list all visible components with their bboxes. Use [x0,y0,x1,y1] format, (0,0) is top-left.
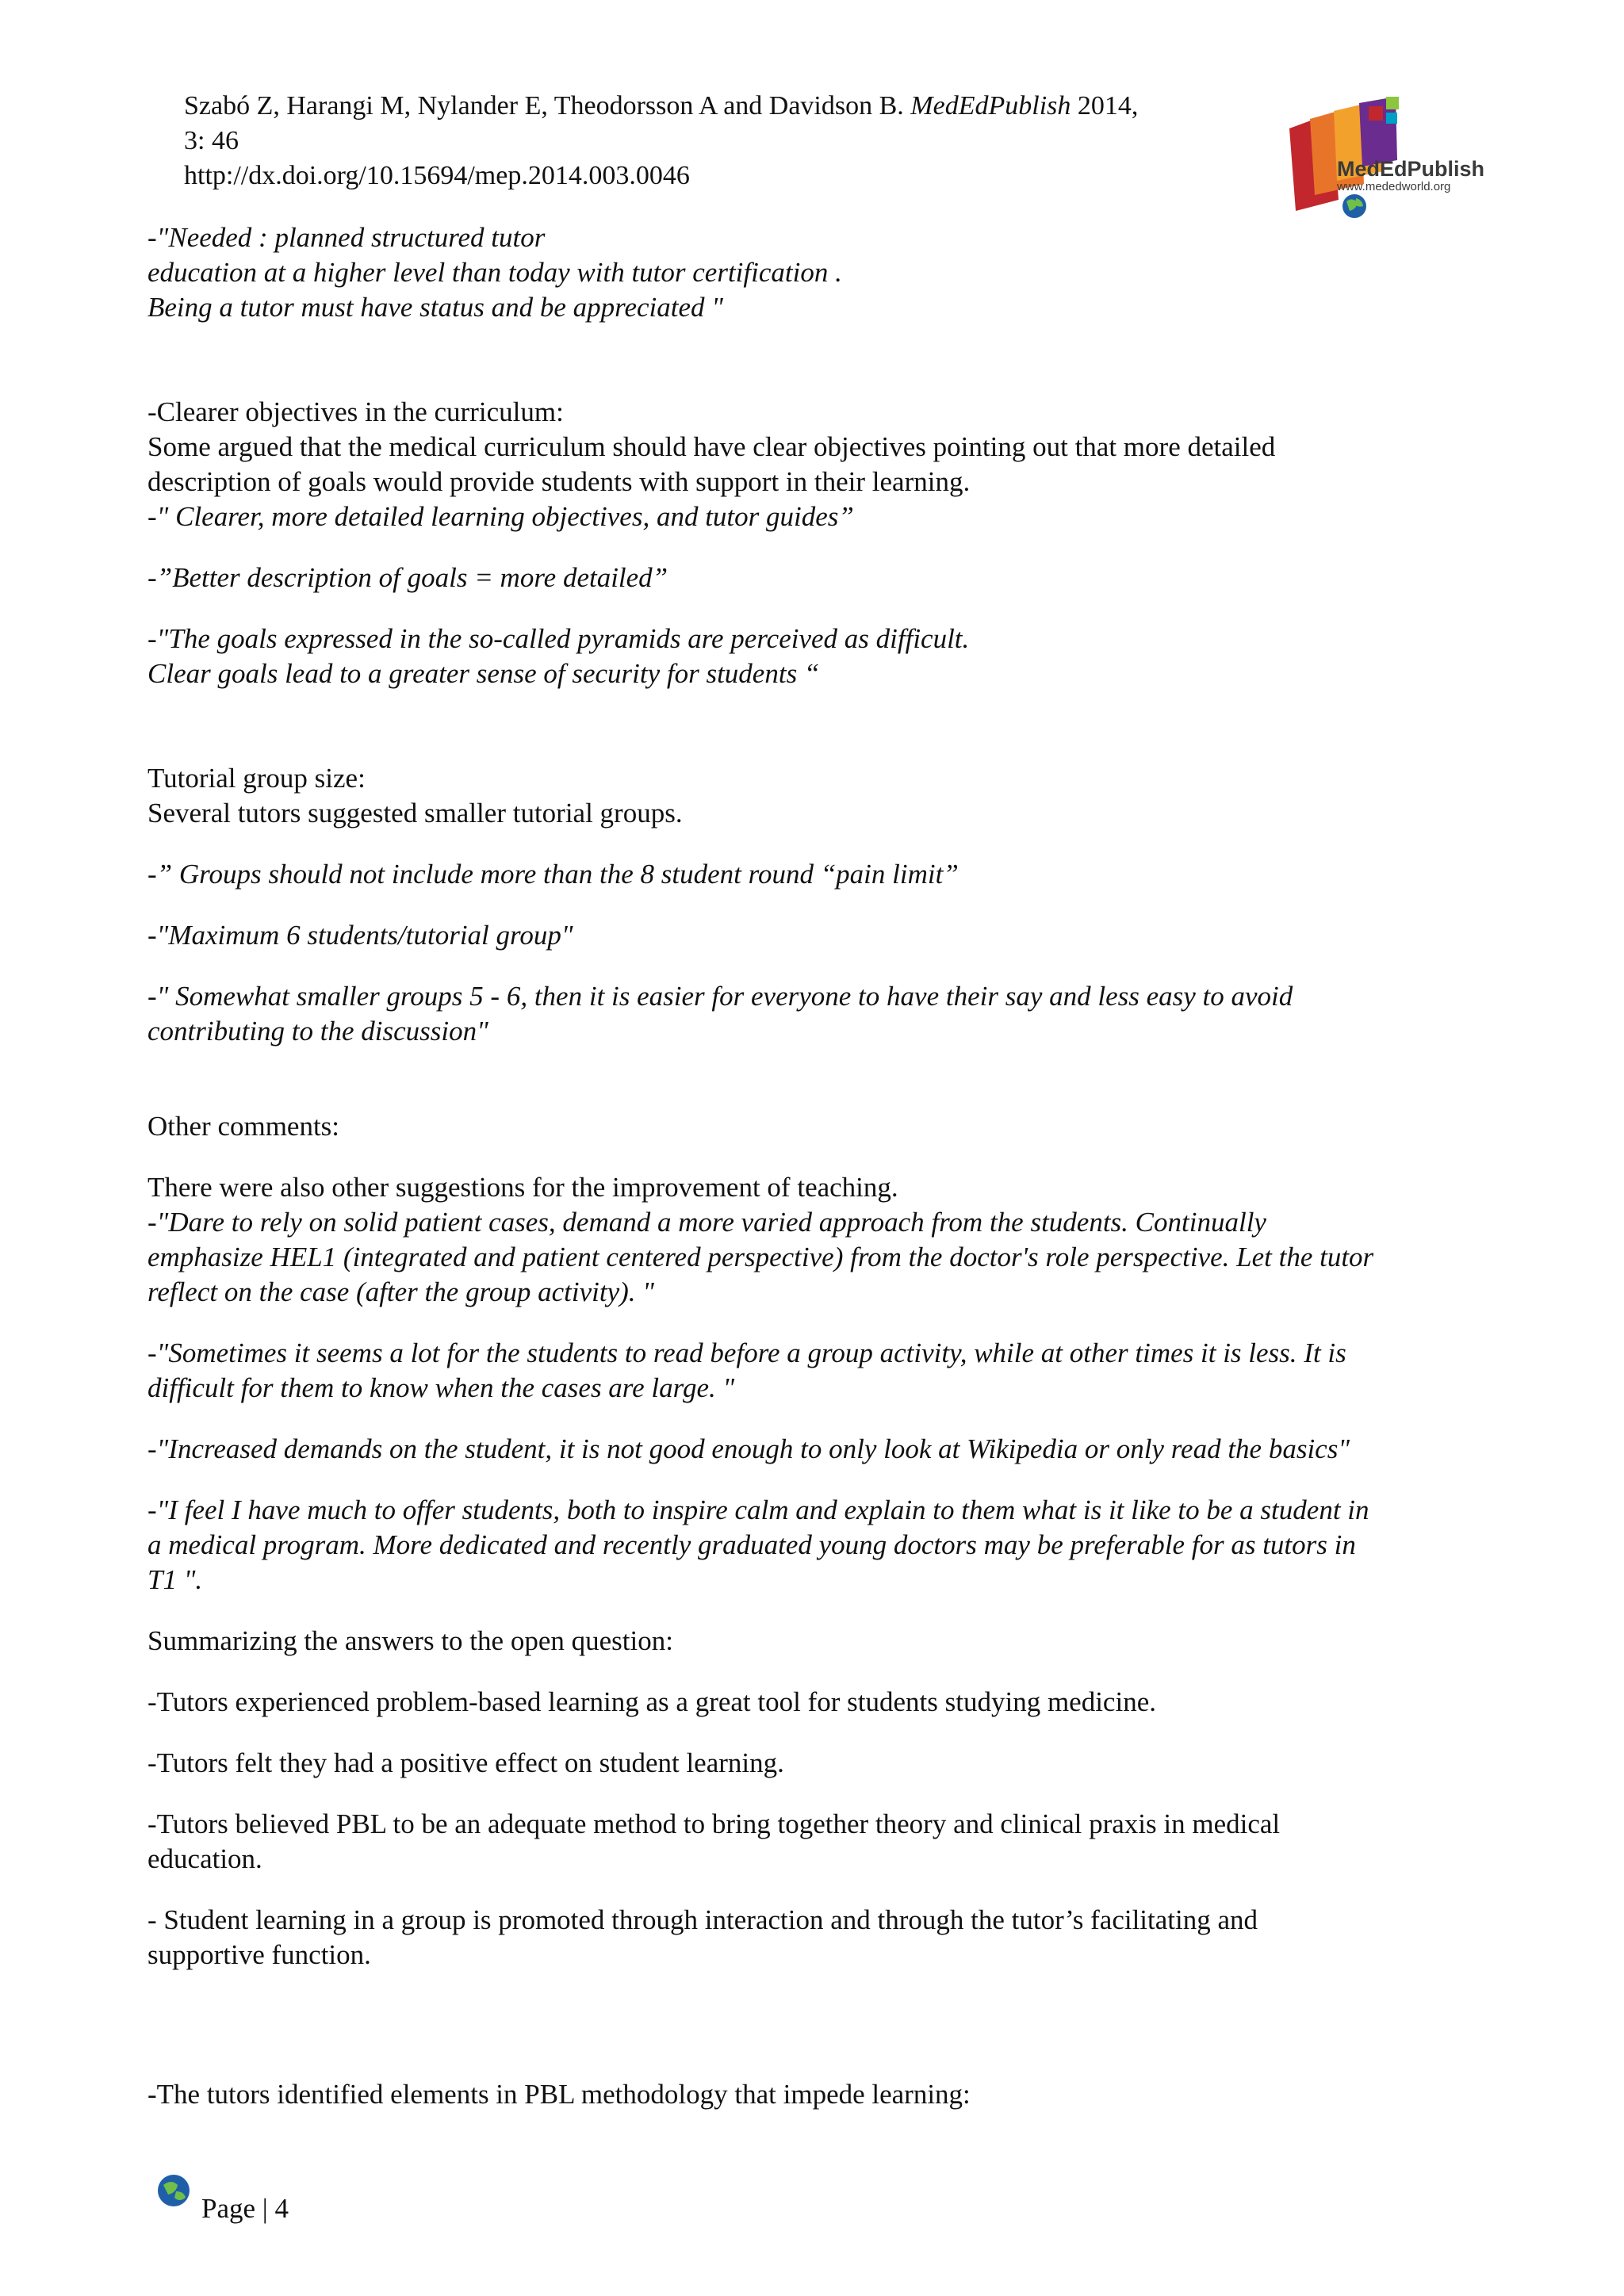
summary-item-pbl-tool: -Tutors experienced problem-based learning as a great tool for students studying medicine. [147,1686,1156,1717]
quote-smaller-groups: -" Somewhat smaller groups 5 - 6, then it is easier for everyone to have their say and less easy to avoid contributing to the discussion" [147,981,1293,1047]
citation-issue: 3: 46 [184,126,239,155]
body-text [147,220,1488,2112]
citation-authors: Szabó Z, Harangi M, Nylander E, Theodorsson A and Davidson B. [184,91,911,121]
quote-pain-limit: -” Groups should not include more than the 8 student round “pain limit” [147,859,959,890]
quote-reading-load: -"Sometimes it seems a lot for the students to read before a group activity, while at other times it is less. It is difficult for them to know when the cases are large. " [147,1337,1346,1403]
section-other-comments: Other comments: [147,1111,340,1142]
section-clearer-objectives: -Clearer objectives in the curriculum: Some argued that the medical curriculum should have clear objectives pointing out that more detailed description of goals would provide students with support in their learning. [147,396,1276,497]
quote-increased-demands: -"Increased demands on the student, it is not good enough to only look at Wikipedia or only read the basics" [147,1433,1350,1464]
quote-description-goals: -”Better description of goals = more detailed” [147,562,668,593]
quote-much-to-offer: -"I feel I have much to offer students, both to inspire calm and explain to them what is it like to be a student in a medical program. More dedicated and recently graduated young doctors may be preferable for as tutors in T1 ". [147,1494,1369,1595]
citation-journal: MedEdPublish [910,91,1071,121]
section-group-size: Tutorial group size: Several tutors suggested smaller tutorial groups. [147,763,683,828]
summary-item-positive-effect: -Tutors felt they had a positive effect on student learning. [147,1747,784,1778]
citation-doi: http://dx.doi.org/10.15694/mep.2014.003.0046 [184,161,690,190]
summary-item-impede-learning: -The tutors identified elements in PBL methodology that impede learning: [147,2079,971,2110]
summary-item-theory-praxis: -Tutors believed PBL to be an adequate method to bring together theory and clinical praxis in medical education. [147,1808,1281,1874]
citation-header [184,89,1294,193]
quote-learning-objectives: -" Clearer, more detailed learning objectives, and tutor guides” [147,501,854,532]
other-suggestions-intro: There were also other suggestions for the improvement of teaching. [147,1172,898,1203]
logo-title: MedEdPublish [1337,157,1485,181]
quote-pyramids: -"The goals expressed in the so-called pyramids are perceived as difficult. Clear goals lead to a greater sense of security for students “ [147,623,970,689]
citation-year: 2014, [1071,91,1139,121]
quote-solid-cases: -"Dare to rely on solid patient cases, demand a more varied approach from the students. Continually emphasize HEL1 (integrated and patient centered perspective) from the doctor's role perspective. Let the tutor reflect on the case (after the group activity). " [147,1207,1374,1307]
page-number: Page | 4 [201,2193,289,2224]
logo-url: www.mededworld.org [1337,180,1451,193]
mededpublish-logo [1286,95,1485,222]
summary-heading: Summarizing the answers to the open question: [147,1625,673,1656]
globe-icon [155,2172,192,2209]
quote-tutor-education: -"Needed : planned structured tutor education at a higher level than today with tutor certification . Being a tutor must have status and be appreciated " [147,222,842,323]
quote-max-six: -"Maximum 6 students/tutorial group" [147,920,573,951]
summary-item-group-learning: - Student learning in a group is promoted through interaction and through the tutor’s facilitating and supportive function. [147,1904,1258,1970]
citation-line-1 [184,89,1294,124]
